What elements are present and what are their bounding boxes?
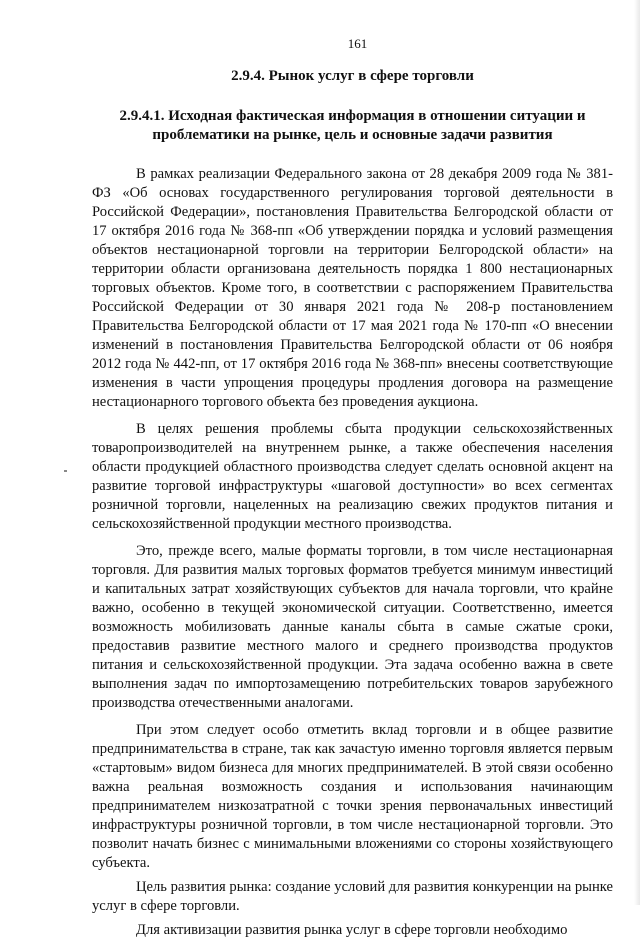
paragraph-entrepreneurship: При этом следует особо отметить вклад торговли и в общее развитие предпринимательства в стране, так как зачастую именно торговля является первым «стартовым» видом бизнеса для многих предпринимателей. В этой связи особенно важна реальная возможность создания и использования начинающим предпринимателем низкозатратной с точки зрения первоначальных инвестиций инфраструктуры розничной торговли, в том числе нестационарной торговли. Это позволит начать бизнес с минимальными вложениями со стороны хозяйствующего субъекта. <box>92 722 613 871</box>
paragraph-sales-problem: В целях решения проблемы сбыта продукции сельскохозяйственных товаропроизводителей на внутреннем рынке, а также обеспечения населения области продукцией областного производства следует сделать основной акцент на развитие торговой инфраструктуры «шаговой доступности» во всех сегментах розничной торговли, нацеленных на реализацию свежих продуктов питания и сельскохозяйственной продукции местного производства. <box>92 421 613 532</box>
paragraph-market-goal: Цель развития рынка: создание условий для развития конкуренции на рынке услуг в сфере торговли. <box>92 879 613 914</box>
section-title: 2.9.4. Рынок услуг в сфере торговли <box>231 68 474 84</box>
paragraph-federal-law: В рамках реализации Федерального закона от 28 декабря 2009 года № 381-ФЗ «Об основах государственного регулирования торговой деятельности в Российской Федерации», постановления Правительства Белгородской области от 17 октября 2016 года № 368-пп «Об утверждении порядка и условий размещения объектов нестационарной торговли на территории Белгородской области» на территории области организована деятельность порядка 1 800 нестационарных торговых объектов. Кроме того, в соответствии с распоряжением Правительства Российской Федерации от 30 января 2021 года № 208-р постановлением Правительства Белгородской области от 17 мая 2021 года № 170-пп «О внесении изменений в постановления Правительства Белгородской области от 06 ноября 2012 года № 442-пп, от 17 октября 2016 года № 368-пп» внесены соответствующие изменения в части упрощения процедуры продления договора на размещение нестационарного торгового объекта без проведения аукциона. <box>92 166 613 410</box>
scan-artifact-mark <box>64 470 67 472</box>
paragraph-small-formats: Это, прежде всего, малые форматы торговли, в том числе нестационарная торговля. Для развития малых торговых форматов требуется минимум инвестиций и капитальных затрат хозяйствующих субъектов для начала торговли, что крайне важно, особенно в текущей экономической ситуации. Соответственно, имеется возможность мобилизовать данные каналы сбыта в самые сжатые сроки, предоставив развитие местного малого и среднего производства продуктов питания и сельскохозяйственной продукции. Эта задача особенно важна в свете выполнения задач по импортозамещению потребительских товаров зарубежного производства отечественными аналогами. <box>92 543 613 711</box>
document-page <box>92 36 613 948</box>
subsection-title: 2.9.4.1. Исходная фактическая информация в отношении ситуации и проблематики на рынке, цель и основные задачи развития <box>119 108 586 143</box>
page-number: 161 <box>347 36 368 51</box>
paragraph-activation: Для активизации развития рынка услуг в сфере торговли необходимо <box>136 922 568 938</box>
scan-edge-shadow <box>634 0 640 905</box>
